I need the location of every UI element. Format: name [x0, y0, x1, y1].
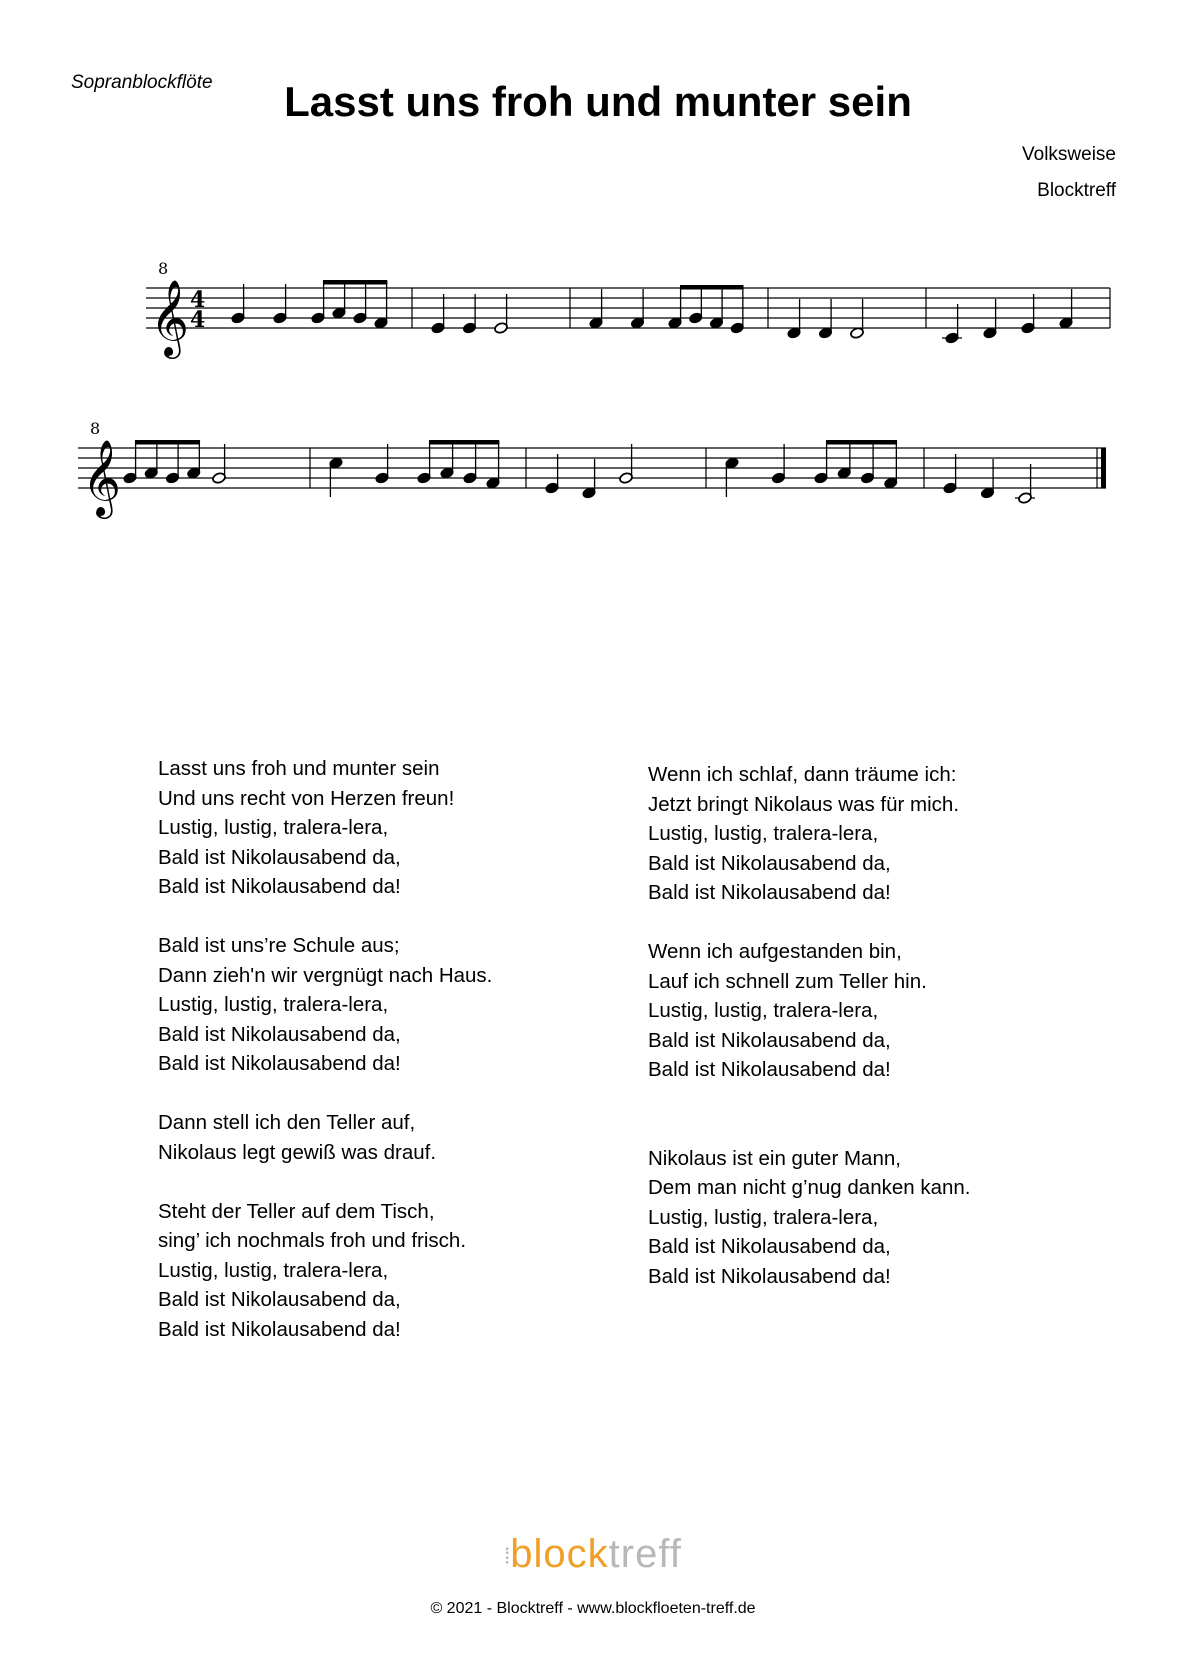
lyric-line: Bald ist Nikolausabend da, [648, 1028, 891, 1052]
lyric-line: Bald ist Nikolausabend da, [158, 845, 401, 869]
lyric-line: Lauf ich schnell zum Teller hin. [648, 969, 927, 993]
lyric-line: Bald ist uns’re Schule aus; [158, 934, 400, 957]
lyric-line: Jetzt bringt Nikolaus was für mich. [648, 792, 960, 816]
lyric-line: sing’ ich nochmals froh und frisch. [158, 1229, 467, 1252]
copyright-footer: © 2021 - Blocktreff - www.blockfloeten-treff.de [430, 1600, 756, 1617]
note-beam [323, 280, 387, 285]
lyric-line: Bald ist Nikolausabend da! [648, 1058, 891, 1081]
stanza [158, 931, 492, 1079]
time-signature-top: 4 [190, 287, 206, 313]
stanza [158, 1108, 492, 1167]
composer-label: Volksweise [1022, 144, 1116, 165]
stanza [158, 754, 492, 902]
lyric-line: Lustig, lustig, tralera-lera, [158, 816, 389, 839]
lyric-line: Dann stell ich den Teller auf, [158, 1111, 416, 1134]
stanza [158, 1197, 492, 1345]
lyric-line: Bald ist Nikolausabend da, [158, 1288, 401, 1311]
logo-text-treff: treff [608, 1532, 682, 1576]
lyric-line: Bald ist Nikolausabend da, [648, 1235, 891, 1258]
final-barline [1101, 448, 1106, 488]
lyric-line: Bald ist Nikolausabend da, [158, 1022, 401, 1046]
lyric-line: Bald ist Nikolausabend da! [158, 1317, 401, 1341]
clef-octave-mark: 8 [158, 259, 169, 278]
treble-clef-icon: 𝄞 [82, 439, 122, 516]
lyric-line: Wenn ich schlaf, dann träume ich: [648, 763, 957, 786]
lyric-line: Lustig, lustig, tralera-lera, [648, 999, 879, 1022]
stanza [648, 1144, 971, 1292]
note-beam [826, 440, 897, 445]
stanza [648, 760, 971, 908]
lyric-line: Steht der Teller auf dem Tisch, [158, 1199, 435, 1223]
lyric-line: Nikolaus legt gewiß was drauf. [158, 1140, 437, 1164]
instrument-label: Sopranblockflöte [71, 72, 213, 93]
lyric-line: Und uns recht von Herzen freun! [158, 786, 455, 810]
lyric-line: Wenn ich aufgestanden bin, [648, 940, 902, 963]
lyric-line: Lustig, lustig, tralera-lera, [158, 1258, 389, 1282]
time-signature-bottom: 4 [190, 307, 206, 333]
lyric-line: Lustig, lustig, tralera-lera, [158, 993, 389, 1016]
arranger-label: Blocktreff [1037, 180, 1116, 201]
lyric-line: Bald ist Nikolausabend da! [158, 1052, 401, 1075]
music-staff-system-1 [0, 250, 1186, 370]
note-beam [680, 285, 744, 290]
lyric-line: Bald ist Nikolausabend da! [648, 881, 891, 904]
lyrics-column-left [158, 754, 492, 1344]
note-beam [429, 440, 499, 445]
lyric-line: Nikolaus ist ein guter Mann, [648, 1146, 901, 1170]
blocktreff-logo [0, 1532, 1186, 1577]
lyric-line: Lustig, lustig, tralera-lera, [648, 822, 879, 845]
lyric-line: Bald ist Nikolausabend da, [648, 851, 891, 875]
lyric-line: Dann zieh'n wir vergnügt nach Haus. [158, 963, 493, 987]
lyrics-column-right [648, 760, 971, 1291]
lyric-line: Lasst uns froh und munter sein [158, 757, 440, 780]
lyric-line: Bald ist Nikolausabend da! [648, 1264, 891, 1288]
logo-dots-icon: ⁞ [504, 1543, 511, 1569]
note-beam [135, 440, 200, 445]
treble-clef-icon: 𝄞 [150, 279, 190, 356]
stanza [648, 937, 971, 1085]
logo-text-block: block [510, 1532, 609, 1576]
lyric-line: Bald ist Nikolausabend da! [158, 875, 401, 898]
music-staff-system-2 [0, 410, 1186, 530]
page-title: Lasst uns froh und munter sein [284, 78, 912, 125]
lyric-line: Lustig, lustig, tralera-lera, [648, 1205, 879, 1229]
lyric-line: Dem man nicht g’nug danken kann. [648, 1176, 971, 1199]
clef-octave-mark: 8 [90, 419, 101, 438]
